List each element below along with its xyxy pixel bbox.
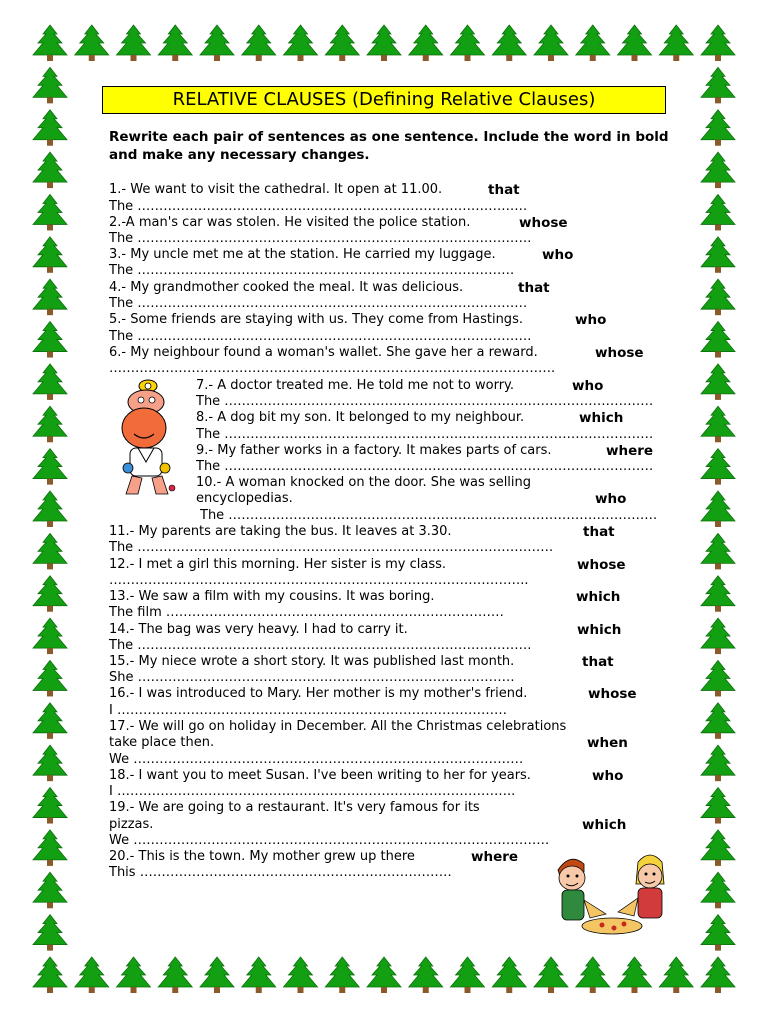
christmas-tree-icon — [33, 237, 67, 273]
christmas-tree-icon — [33, 915, 67, 951]
exercise-19-answer-line[interactable]: We …………………………………………………………………………………… — [109, 833, 550, 848]
exercise-6-keyword: whose — [595, 345, 644, 361]
christmas-tree-icon — [701, 364, 735, 400]
christmas-tree-icon — [284, 957, 318, 993]
christmas-tree-icon — [701, 237, 735, 273]
christmas-tree-icon — [75, 957, 109, 993]
christmas-tree-icon — [242, 25, 276, 61]
christmas-tree-icon — [158, 957, 192, 993]
exercise-9-keyword: where — [606, 443, 654, 459]
exercise-18-answer-line[interactable]: I ……………………………………………………………………………….. — [109, 784, 516, 799]
exercise-12-answer-line[interactable]: …………..……………………………………………………………………….. — [109, 573, 529, 588]
christmas-tree-icon — [701, 915, 735, 951]
exercise-3-answer-line[interactable]: The …………………………………………………………………………… — [109, 263, 515, 278]
exercise-10-answer-line[interactable]: The ……………………………………………………………………………………… — [200, 508, 658, 523]
christmas-tree-icon — [701, 703, 735, 739]
exercise-8-question: 8.- A dog bit my son. It belonged to my neighbour. — [196, 410, 525, 425]
exercise-8-answer-line[interactable]: The ……………………………………………………………………………………… — [196, 427, 654, 442]
christmas-tree-icon — [701, 110, 735, 146]
christmas-tree-icon — [33, 618, 67, 654]
exercise-5-question: 5.- Some friends are staying with us. They come from Hastings. — [109, 312, 523, 327]
exercise-13-question: 13.- We saw a film with my cousins. It was boring. — [109, 589, 435, 604]
christmas-tree-icon — [701, 618, 735, 654]
exercise-15-keyword: that — [582, 654, 614, 670]
exercise-13-answer-line[interactable]: The film …………………………………………………………………… — [109, 605, 504, 620]
exercise-14-keyword: which — [577, 622, 622, 638]
christmas-tree-icon — [701, 872, 735, 908]
exercise-4-keyword: that — [518, 280, 550, 296]
christmas-tree-icon — [33, 703, 67, 739]
instructions: Rewrite each pair of sentences as one sentence. Include the word in bold and make any necessary changes. — [109, 129, 669, 163]
christmas-tree-icon — [701, 745, 735, 781]
exercise-2-keyword: whose — [519, 215, 568, 231]
christmas-tree-icon — [701, 788, 735, 824]
christmas-tree-icon — [33, 745, 67, 781]
exercise-17-answer-line[interactable]: We ……………………………………………………………………………… — [109, 752, 524, 767]
christmas-tree-icon — [33, 406, 67, 442]
christmas-tree-icon — [701, 576, 735, 612]
christmas-tree-icon — [701, 957, 735, 993]
christmas-tree-icon — [701, 449, 735, 485]
exercise-15-question: 15.- My niece wrote a short story. It was published last month. — [109, 654, 515, 669]
christmas-tree-icon — [33, 533, 67, 569]
exercise-7-keyword: who — [572, 378, 604, 394]
christmas-tree-icon — [701, 406, 735, 442]
exercise-10-keyword: who — [595, 491, 627, 507]
exercise-10-question: 10.- A woman knocked on the door. She was selling — [196, 475, 532, 490]
christmas-tree-icon — [325, 957, 359, 993]
christmas-tree-icon — [33, 491, 67, 527]
exercise-10-question-cont: encyclopedias. — [196, 491, 293, 506]
christmas-tree-icon — [367, 25, 401, 61]
christmas-tree-icon — [701, 67, 735, 103]
christmas-tree-icon — [451, 25, 485, 61]
christmas-tree-icon — [492, 25, 526, 61]
christmas-tree-icon — [701, 660, 735, 696]
christmas-tree-icon — [576, 25, 610, 61]
exercise-18-keyword: who — [592, 768, 624, 784]
exercise-9-question: 9.- My father works in a factory. It makes parts of cars. — [196, 443, 552, 458]
exercise-14-answer-line[interactable]: The ………………………………………………………………………………. — [109, 638, 532, 653]
exercise-3-keyword: who — [542, 247, 574, 263]
exercise-4-question: 4.- My grandmother cooked the meal. It was delicious. — [109, 280, 464, 295]
christmas-tree-icon — [33, 279, 67, 315]
christmas-tree-icon — [33, 110, 67, 146]
exercise-4-answer-line[interactable]: The ……………………………………………………………………………… — [109, 296, 528, 311]
exercise-8-keyword: which — [579, 410, 624, 426]
christmas-tree-icon — [492, 957, 526, 993]
exercise-2-question: 2.-A man's car was stolen. He visited the police station. — [109, 215, 471, 230]
christmas-tree-icon — [325, 25, 359, 61]
exercise-11-answer-line[interactable]: The …………………………………………………………………………………… — [109, 540, 554, 555]
christmas-tree-icon — [701, 194, 735, 230]
exercise-6-question: 6.- My neighbour found a woman's wallet. She gave her a reward. — [109, 345, 538, 360]
christmas-tree-icon — [33, 67, 67, 103]
exercise-6-answer-line[interactable]: …………………………………………………………………………………………. — [109, 361, 556, 376]
exercise-17-question: 17.- We will go on holiday in December. All the Christmas celebrations — [109, 719, 567, 734]
christmas-tree-icon — [117, 25, 151, 61]
christmas-tree-icon — [200, 25, 234, 61]
christmas-tree-icon — [534, 25, 568, 61]
christmas-tree-icon — [75, 25, 109, 61]
christmas-tree-icon — [33, 830, 67, 866]
exercise-1-answer-line[interactable]: The ……………………………………………………………………………… — [109, 199, 528, 214]
exercise-15-answer-line[interactable]: She …………………………………………………………………………… — [109, 670, 515, 685]
exercise-1-keyword: that — [488, 182, 520, 198]
christmas-tree-icon — [33, 449, 67, 485]
christmas-tree-icon — [618, 957, 652, 993]
worksheet-title: RELATIVE CLAUSES (Defining Relative Clauses) — [102, 86, 666, 114]
exercise-14-question: 14.- The bag was very heavy. I had to carry it. — [109, 622, 408, 637]
christmas-tree-icon — [701, 279, 735, 315]
exercise-18-question: 18.- I want you to meet Susan. I've been writing to her for years. — [109, 768, 531, 783]
exercise-19-question: 19.- We are going to a restaurant. It's very famous for its — [109, 800, 480, 815]
exercise-3-question: 3.- My uncle met me at the station. He carried my luggage. — [109, 247, 496, 262]
exercise-13-keyword: which — [576, 589, 621, 605]
exercise-5-keyword: who — [575, 312, 607, 328]
christmas-tree-icon — [33, 194, 67, 230]
exercise-2-answer-line[interactable]: The ………………………………………………………………………………. — [109, 231, 532, 246]
exercise-11-keyword: that — [583, 524, 615, 540]
exercise-11-question: 11.- My parents are taking the bus. It leaves at 3.30. — [109, 524, 452, 539]
christmas-tree-icon — [200, 957, 234, 993]
christmas-tree-icon — [33, 25, 67, 61]
christmas-tree-icon — [33, 152, 67, 188]
exercise-7-question: 7.- A doctor treated me. He told me not to worry. — [196, 378, 515, 393]
exercise-16-keyword: whose — [588, 686, 637, 702]
christmas-tree-icon — [701, 152, 735, 188]
christmas-tree-icon — [701, 491, 735, 527]
christmas-tree-icon — [242, 957, 276, 993]
christmas-tree-icon — [158, 25, 192, 61]
christmas-tree-icon — [451, 957, 485, 993]
exercise-1-question: 1.- We want to visit the cathedral. It open at 11.00. — [109, 182, 443, 197]
christmas-tree-icon — [701, 25, 735, 61]
christmas-tree-icon — [33, 322, 67, 358]
christmas-tree-icon — [534, 957, 568, 993]
christmas-tree-icon — [701, 533, 735, 569]
christmas-tree-icon — [284, 25, 318, 61]
exercise-9-answer-line[interactable]: The ……………………………………………………………………………………… — [196, 459, 654, 474]
christmas-tree-icon — [33, 957, 67, 993]
christmas-tree-icon — [576, 957, 610, 993]
christmas-tree-icon — [33, 576, 67, 612]
exercise-16-answer-line[interactable]: I ……………………………………………………………………………… — [109, 703, 507, 718]
exercise-17-keyword: when — [587, 735, 628, 751]
christmas-tree-icon — [117, 957, 151, 993]
exercise-7-answer-line[interactable]: The ……………………………………………………………………………………… — [196, 394, 654, 409]
christmas-tree-icon — [659, 25, 693, 61]
exercise-16-question: 16.- I was introduced to Mary. Her mother is my mother's friend. — [109, 686, 528, 701]
christmas-tree-icon — [701, 830, 735, 866]
christmas-tree-icon — [33, 788, 67, 824]
christmas-tree-icon — [367, 957, 401, 993]
exercise-20-keyword: where — [471, 849, 519, 865]
exercise-20-answer-line[interactable]: This ……………………………………………………………… — [109, 865, 452, 880]
exercise-12-question: 12.- I met a girl this morning. Her sister is my class. — [109, 557, 446, 572]
exercise-19-keyword: which — [582, 817, 627, 833]
exercise-12-keyword: whose — [577, 557, 626, 573]
couple-pizza-cartoon-image — [550, 850, 676, 940]
christmas-tree-icon — [659, 957, 693, 993]
christmas-tree-icon — [33, 364, 67, 400]
christmas-tree-icon — [33, 660, 67, 696]
christmas-tree-icon — [33, 872, 67, 908]
exercise-17-question-cont: take place then. — [109, 735, 215, 750]
christmas-tree-icon — [409, 25, 443, 61]
christmas-tree-icon — [618, 25, 652, 61]
christmas-tree-icon — [701, 322, 735, 358]
exercise-19-question-cont: pizzas. — [109, 817, 154, 832]
exercise-5-answer-line[interactable]: The ………………………………………………………………………………. — [109, 329, 532, 344]
doctor-cartoon-image — [108, 376, 194, 498]
christmas-tree-icon — [409, 957, 443, 993]
exercise-20-question: 20.- This is the town. My mother grew up there — [109, 849, 415, 864]
